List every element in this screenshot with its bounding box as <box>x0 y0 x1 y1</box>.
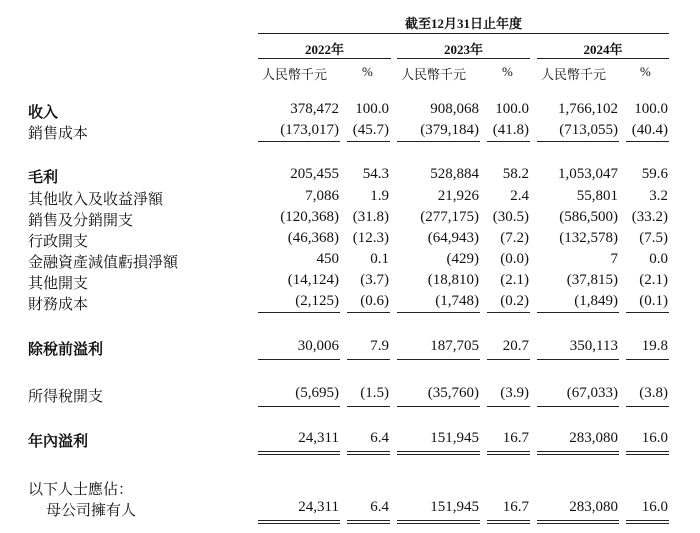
cell-amount-2022: 24,311 <box>298 499 339 515</box>
row-label: 銷售及分銷開支 <box>28 213 134 229</box>
total-double-rule <box>537 451 619 452</box>
cell-pct-2024: 16.0 <box>641 430 668 446</box>
subtotal-rule <box>258 141 340 142</box>
cell-amount-2022: 450 <box>316 251 339 267</box>
cell-amount-2024: (1,849) <box>574 293 618 309</box>
cell-pct-2024: (7.5) <box>639 230 668 246</box>
cell-amount-2022: (5,695) <box>295 385 339 401</box>
row-label: 財務成本 <box>28 297 89 313</box>
cell-pct-2024: 100.0 <box>634 101 668 117</box>
subtotal-rule <box>347 312 390 313</box>
cell-amount-2022: 205,455 <box>290 166 339 182</box>
subtotal-rule <box>258 312 340 313</box>
year-header-2024: 2024年 <box>583 42 623 57</box>
row-label: 行政開支 <box>28 234 89 250</box>
cell-pct-2024: 19.8 <box>641 338 668 354</box>
subtotal-rule <box>397 406 480 407</box>
total-double-rule <box>487 451 530 452</box>
cell-pct-2024: (40.4) <box>631 122 668 138</box>
total-double-rule <box>347 454 390 455</box>
cell-pct-2024: (33.2) <box>631 209 668 225</box>
cell-amount-2023: 908,068 <box>430 101 479 117</box>
row-label: 除稅前溢利 <box>28 342 104 358</box>
cell-amount-2023: 151,945 <box>430 499 479 515</box>
total-double-rule <box>626 520 669 521</box>
pct-header-2023: % <box>502 64 513 79</box>
cell-amount-2023: 528,884 <box>430 166 479 182</box>
total-double-rule <box>397 454 480 455</box>
total-double-rule <box>347 451 390 452</box>
cell-amount-2023: 151,945 <box>430 430 479 446</box>
total-double-rule <box>487 454 530 455</box>
cell-amount-2024: 1,766,102 <box>558 101 618 117</box>
subtotal-rule <box>397 141 480 142</box>
row-label: 毛利 <box>28 170 59 186</box>
cell-amount-2023: (379,184) <box>420 122 479 138</box>
year-rule-2022 <box>258 58 391 59</box>
subtotal-rule <box>626 359 669 360</box>
cell-pct-2024: 59.6 <box>641 166 668 182</box>
cell-pct-2023: (3.9) <box>500 385 529 401</box>
cell-amount-2024: (67,033) <box>566 385 618 401</box>
cell-pct-2022: 6.4 <box>370 430 389 446</box>
cell-amount-2024: 283,080 <box>569 499 618 515</box>
row-label: 金融資產減值虧損淨額 <box>28 255 179 271</box>
subtotal-rule <box>487 312 530 313</box>
cell-amount-2022: 30,006 <box>297 338 339 354</box>
subtotal-rule <box>347 406 390 407</box>
currency-header-2022: 人民幣千元 <box>262 67 328 82</box>
cell-pct-2022: 7.9 <box>370 338 389 354</box>
row-label: 銷售成本 <box>28 126 89 142</box>
cell-pct-2023: (7.2) <box>500 230 529 246</box>
year-header-2022: 2022年 <box>304 42 344 57</box>
cell-pct-2024: 16.0 <box>641 499 668 515</box>
cell-amount-2023: (35,760) <box>427 385 479 401</box>
subtotal-rule <box>347 141 390 142</box>
cell-pct-2024: 0.0 <box>649 251 668 267</box>
subtotal-rule <box>397 359 480 360</box>
row-label: 其他收入及收益淨額 <box>28 192 164 208</box>
subtotal-rule <box>487 141 530 142</box>
total-double-rule <box>537 523 619 524</box>
cell-amount-2024: (586,500) <box>559 209 618 225</box>
cell-pct-2024: (2.1) <box>639 272 668 288</box>
total-double-rule <box>626 451 669 452</box>
cell-amount-2023: (64,943) <box>427 230 479 246</box>
total-double-rule <box>258 523 340 524</box>
subtotal-rule <box>487 359 530 360</box>
cell-amount-2024: 7 <box>610 251 618 267</box>
cell-amount-2024: 350,113 <box>569 338 618 354</box>
cell-amount-2023: (429) <box>446 251 479 267</box>
cell-pct-2023: (0.2) <box>500 293 529 309</box>
cell-pct-2024: 3.2 <box>649 188 668 204</box>
cell-amount-2023: (277,175) <box>420 209 479 225</box>
subtotal-rule <box>397 312 480 313</box>
subtotal-rule <box>626 312 669 313</box>
cell-amount-2023: (1,748) <box>435 293 479 309</box>
row-label: 母公司擁有人 <box>46 503 137 519</box>
cell-amount-2024: (713,055) <box>559 122 618 138</box>
cell-pct-2023: (2.1) <box>500 272 529 288</box>
pct-header-2024: % <box>640 64 651 79</box>
subtotal-rule <box>626 141 669 142</box>
cell-pct-2023: 20.7 <box>502 338 529 354</box>
subtotal-rule <box>487 406 530 407</box>
subtotal-rule <box>258 406 340 407</box>
total-double-rule <box>397 520 480 521</box>
cell-pct-2022: (3.7) <box>360 272 389 288</box>
cell-pct-2024: (3.8) <box>639 385 668 401</box>
year-rule-2024 <box>537 58 669 59</box>
cell-pct-2022: 1.9 <box>370 188 389 204</box>
cell-amount-2022: (2,125) <box>295 293 339 309</box>
cell-amount-2022: 378,472 <box>290 101 339 117</box>
total-double-rule <box>487 520 530 521</box>
total-double-rule <box>487 523 530 524</box>
cell-pct-2023: 16.7 <box>502 430 529 446</box>
total-double-rule <box>397 451 480 452</box>
cell-amount-2024: 283,080 <box>569 430 618 446</box>
subtotal-rule <box>537 312 619 313</box>
cell-amount-2022: 7,086 <box>305 188 339 204</box>
cell-amount-2024: 55,801 <box>576 188 618 204</box>
cell-pct-2023: 100.0 <box>495 101 529 117</box>
total-double-rule <box>258 520 340 521</box>
cell-pct-2022: (31.8) <box>352 209 389 225</box>
cell-pct-2022: 6.4 <box>370 499 389 515</box>
currency-header-2023: 人民幣千元 <box>401 67 467 82</box>
cell-pct-2023: (30.5) <box>492 209 529 225</box>
cell-pct-2024: (0.1) <box>639 293 668 309</box>
cell-pct-2023: (0.0) <box>500 251 529 267</box>
period-header: 截至12月31日止年度 <box>404 16 522 31</box>
cell-pct-2023: 16.7 <box>502 499 529 515</box>
subtotal-rule <box>626 406 669 407</box>
subtotal-rule <box>347 359 390 360</box>
subtotal-rule <box>537 359 619 360</box>
total-double-rule <box>347 520 390 521</box>
total-double-rule <box>537 520 619 521</box>
cell-amount-2022: (14,124) <box>287 272 339 288</box>
row-label: 收入 <box>28 105 59 121</box>
cell-pct-2023: 58.2 <box>502 166 529 182</box>
header-rule <box>258 33 669 34</box>
currency-header-2024: 人民幣千元 <box>541 67 607 82</box>
cell-pct-2022: 100.0 <box>355 101 389 117</box>
subtotal-rule <box>537 406 619 407</box>
total-double-rule <box>258 451 340 452</box>
year-rule-2023 <box>397 58 530 59</box>
cell-amount-2022: (120,368) <box>280 209 339 225</box>
total-double-rule <box>347 523 390 524</box>
subtotal-rule <box>537 141 619 142</box>
cell-pct-2023: (41.8) <box>492 122 529 138</box>
total-double-rule <box>537 454 619 455</box>
pct-header-2022: % <box>362 64 373 79</box>
cell-pct-2022: 54.3 <box>362 166 389 182</box>
cell-amount-2023: (18,810) <box>427 272 479 288</box>
cell-pct-2022: (1.5) <box>360 385 389 401</box>
cell-amount-2022: (173,017) <box>280 122 339 138</box>
total-double-rule <box>626 454 669 455</box>
row-label: 以下人士應佔： <box>28 482 134 498</box>
subtotal-rule <box>258 359 340 360</box>
row-label: 其他開支 <box>28 276 89 292</box>
row-label: 所得稅開支 <box>28 389 104 405</box>
cell-amount-2023: 21,926 <box>437 188 479 204</box>
cell-pct-2023: 2.4 <box>510 188 529 204</box>
cell-amount-2023: 187,705 <box>430 338 479 354</box>
cell-pct-2022: (12.3) <box>352 230 389 246</box>
cell-amount-2022: (46,368) <box>287 230 339 246</box>
cell-amount-2024: 1,053,047 <box>558 166 618 182</box>
cell-amount-2024: (37,815) <box>566 272 618 288</box>
cell-pct-2022: (0.6) <box>360 293 389 309</box>
row-label: 年內溢利 <box>28 434 89 450</box>
total-double-rule <box>626 523 669 524</box>
total-double-rule <box>397 523 480 524</box>
year-header-2023: 2023年 <box>443 42 483 57</box>
cell-amount-2024: (132,578) <box>559 230 618 246</box>
cell-pct-2022: 0.1 <box>370 251 389 267</box>
cell-pct-2022: (45.7) <box>352 122 389 138</box>
cell-amount-2022: 24,311 <box>298 430 339 446</box>
total-double-rule <box>258 454 340 455</box>
